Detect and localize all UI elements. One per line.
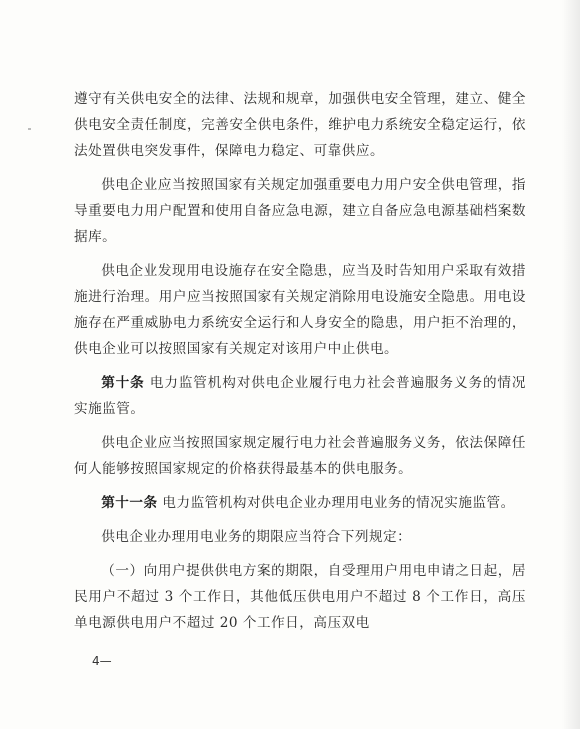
article-11: [74, 490, 526, 516]
article-11-intro: 供电企业办理用电业务的期限应当符合下列规定：: [101, 529, 412, 545]
article-11-text: 电力监管机构对供电企业办理用电业务的情况实施监管。: [162, 495, 515, 511]
article-10-number: 第十条: [101, 375, 145, 391]
page-edge-shadow: [562, 0, 580, 729]
article-11-item-1: （一）向用户提供供电方案的期限，自受理用户用电申请之日起，居民用户不超过 3 个工作日，其他低压供电用户不超过 8 个工作日，高压单电源供电用户不超过 20 个工作日，高压双电: [74, 563, 526, 631]
paragraph-important-users: 供电企业应当按照国家有关规定加强重要电力用户安全供电管理，指导重要电力用户配置和使用自备应急电源，建立自备应急电源基础档案数据库。: [74, 177, 526, 245]
article-10: [74, 370, 526, 422]
article-10-body: 供电企业应当按照国家规定履行电力社会普遍服务义务，依法保障任何人能够按照国家规定的价格获得最基本的供电服务。: [74, 435, 526, 477]
margin-mark: [28, 128, 31, 130]
page-number: 4—: [92, 654, 112, 668]
paragraph-safety-hazards: 供电企业发现用电设施存在安全隐患，应当及时告知用户采取有效措施进行治理。用户应当按照国家有关规定消除用电设施安全隐患。用电设施存在严重威胁电力系统安全运行和人身安全的隐患，用户拒不治理的，供电企业可以按照国家有关规定对该用户中止供电。: [74, 263, 526, 357]
article-11-number: 第十一条: [101, 495, 158, 511]
article-10-text: 电力监管机构对供电企业履行电力社会普遍服务义务的情况实施监管。: [74, 375, 527, 417]
document-body: [74, 86, 526, 644]
paragraph-continued: 遵守有关供电安全的法律、法规和规章，加强供电安全管理，建立、健全供电安全责任制度，完善安全供电条件，维护电力系统安全稳定运行，依法处置供电突发事件，保障电力稳定、可靠供应。: [74, 91, 526, 159]
